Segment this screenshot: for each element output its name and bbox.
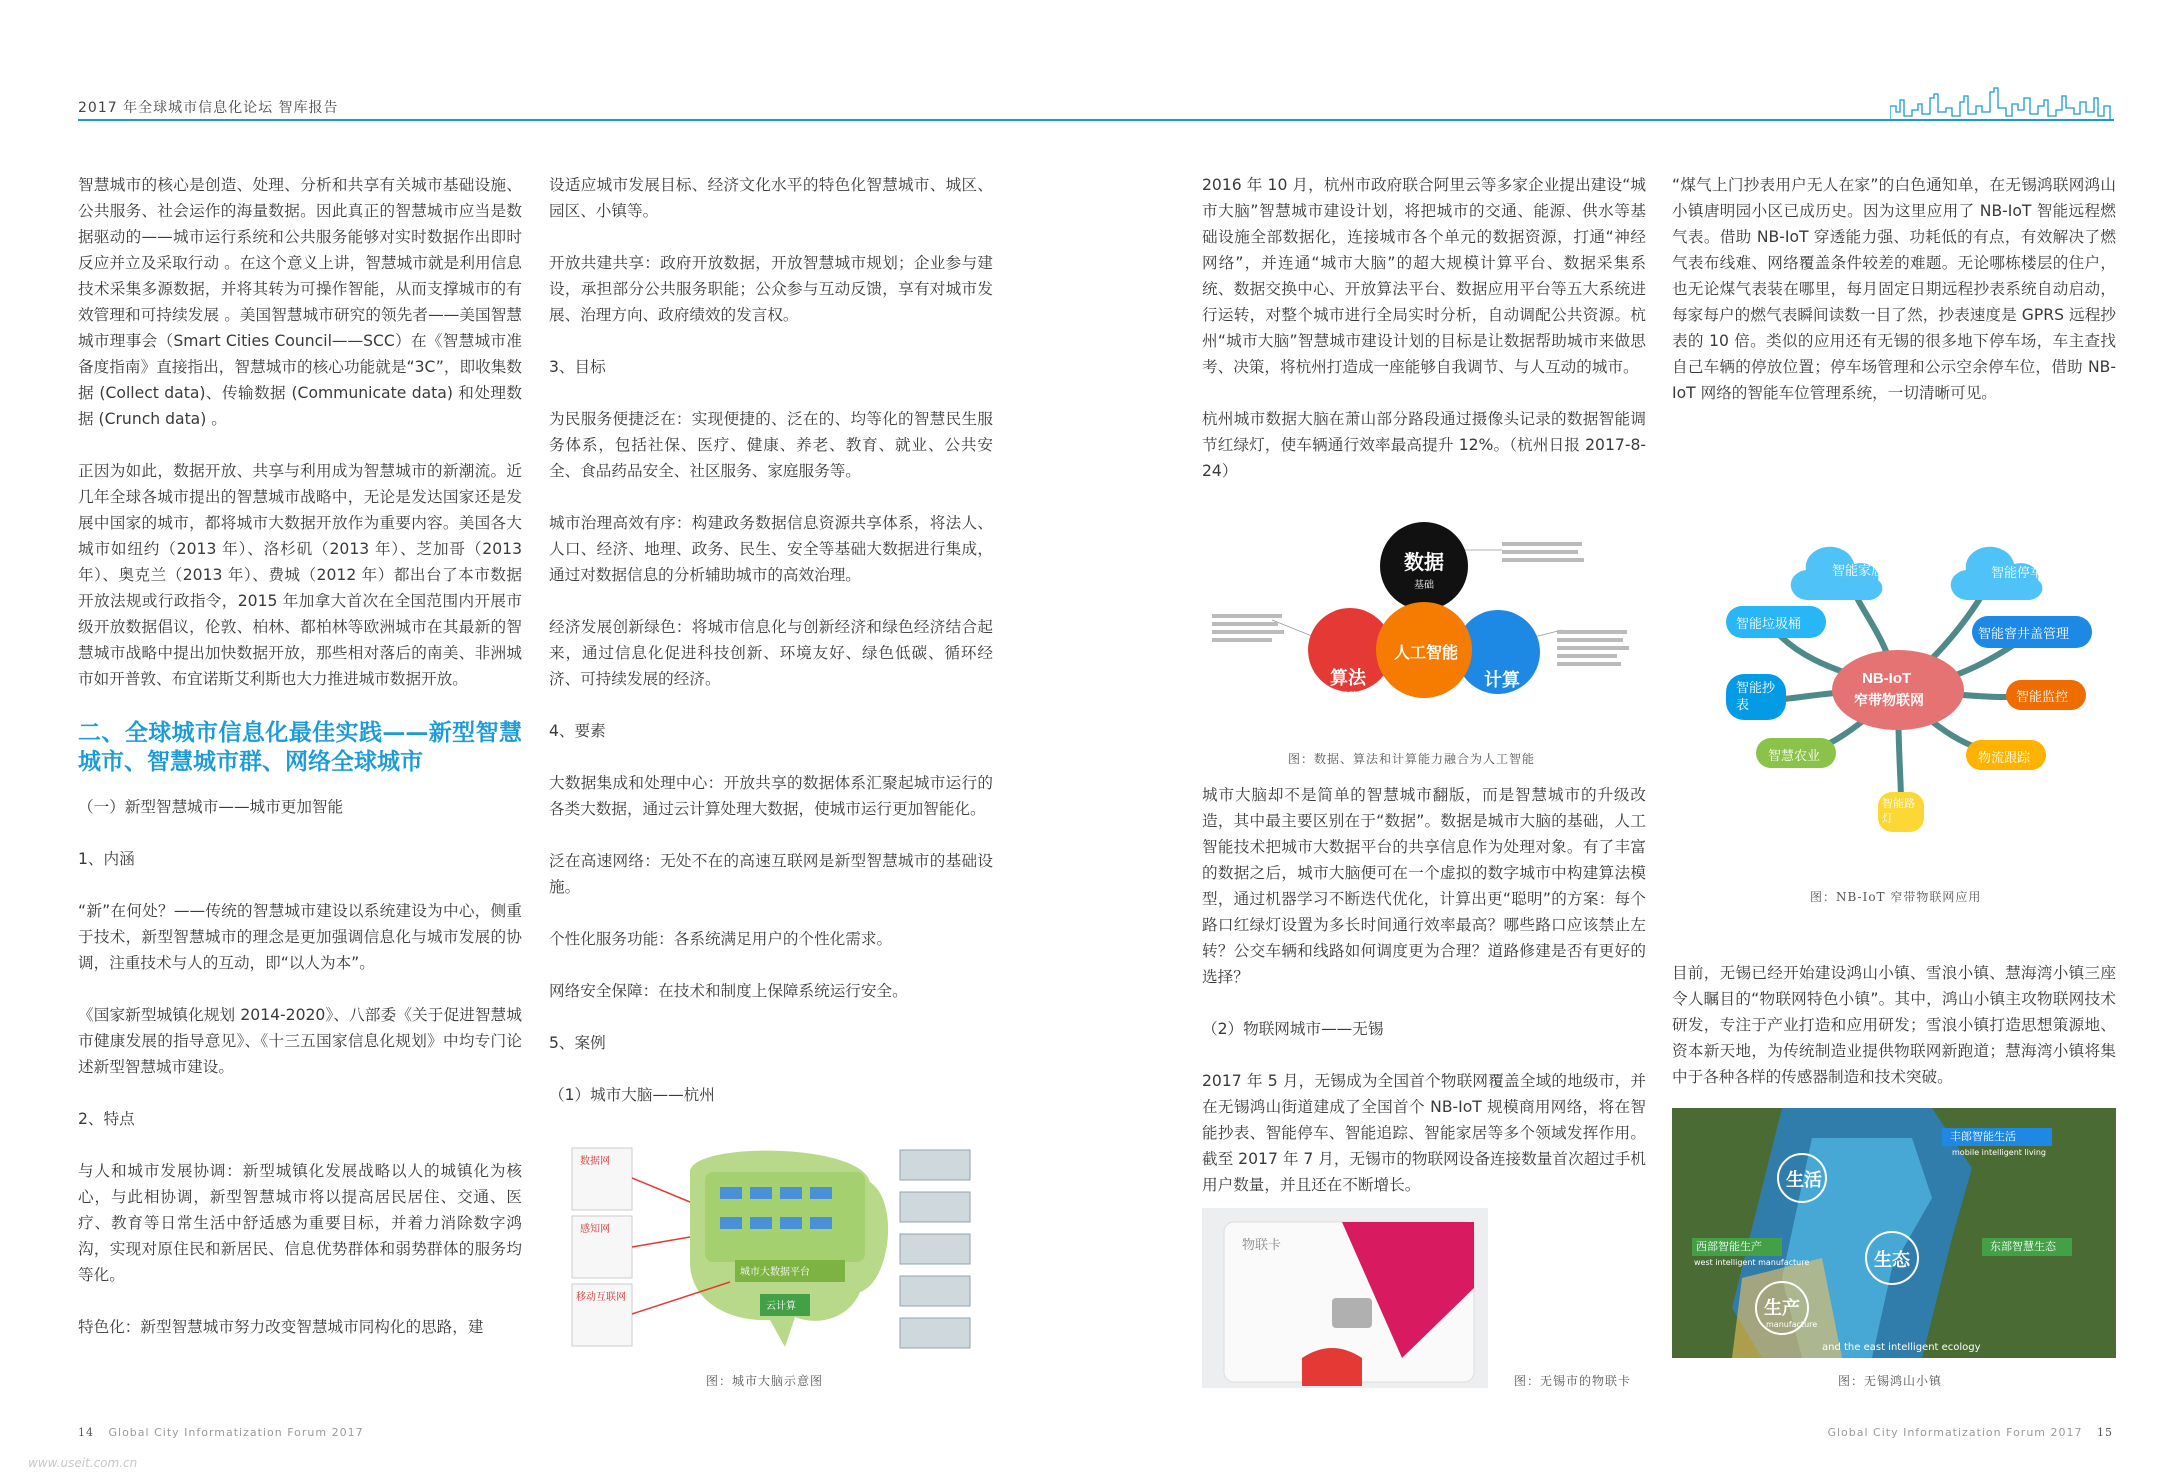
paragraph: 泛在高速网络：无处不在的高速互联网是新型智慧城市的基础设施。 <box>549 852 993 896</box>
subheading: 5、案例 <box>549 1034 606 1052</box>
city-brain-figure <box>570 1142 980 1362</box>
subheading: （2）物联网城市——无锡 <box>1202 1020 1384 1038</box>
nb-item-meter: 智能抄表 <box>1736 681 1776 713</box>
figure-caption: 图：城市大脑示意图 <box>706 1374 824 1388</box>
paragraph: 大数据集成和处理中心：开放共享的数据体系汇聚起城市运行的各类大数据，通过云计算处理大数据，使城市运行更加智能化。 <box>549 774 993 818</box>
paragraph: 特色化：新型智慧城市努力改变智慧城市同构化的思路，建 <box>78 1318 484 1336</box>
city-brain-diagram <box>570 1142 980 1362</box>
paragraph: 与人和城市发展协调：新型城镇化发展战略以人的城镇化为核心，与此相协调，新型智慧城市将以提高居民居住、交通、医疗、教育等日常生活中舒适感为重要目标，并着力消除数字鸿沟，实现对原住民和新居民、信息优势群体和弱势群体的服务均等化。 <box>78 1162 522 1284</box>
label-cloud: 云计算 <box>766 1301 796 1312</box>
paragraph: 杭州城市数据大脑在萧山部分路段通过摄像头记录的数据智能调节红绿灯，使车辆通行效率最高提升 12%。（杭州日报 2017-8-24） <box>1202 410 1646 480</box>
map-north-label: 丰郎智能生活 <box>1950 1130 2016 1143</box>
ai-data-label: 数据 <box>1404 550 1444 574</box>
nb-center-title: NB-IoT <box>1862 670 1912 687</box>
nb-iot-figure <box>1686 510 2110 868</box>
map-east-label: 东部智慧生态 <box>1990 1240 2056 1253</box>
paragraph: 2017 年 5 月，无锡成为全国首个物联网覆盖全域的地级市，并在无锡鸿山街道建成了全国首个 NB-IoT 规模商用网络，将在智能抄表、智能停车、智能追踪、智能家居等多个领域发挥作用。截至 2017 年 7 月，无锡市的物联网设备连接数量首次超过手机用户数量，并且还在不断增长。 <box>1202 1072 1646 1194</box>
paragraph: 2016 年 10 月，杭州市政府联合阿里云等多家企业提出建设“城市大脑”智慧城市建设计划，将把城市的交通、能源、供水等基础设施全部数据化，连接城市各个单元的数据资源，打通“神经网络”，并连通“城市大脑”的超大规模计算平台、数据采集系统、数据交换中心、开放算法平台、数据应用平台等五大系统进行运转，对整个城市进行全局实时分析，自动调配公共资源。杭州“城市大脑”智慧城市建设计划的目标是让数据帮助城市来做思考、决策，将杭州打造成一座能够自我调节、与人互动的城市。 <box>1202 176 1646 376</box>
map-west-en: west intelligent manufacture <box>1694 1258 1810 1267</box>
paragraph: 开放共建共享：政府开放数据，开放智慧城市规划；企业参与建设，承担部分公共服务职能；公众参与互动反馈，享有对城市发展、治理方向、政府绩效的发言权。 <box>549 254 993 324</box>
footer-left <box>78 1426 364 1439</box>
paragraph: “新”在何处？——传统的智慧城市建设以系统建设为中心，侧重于技术，新型智慧城市的理念是更加强调信息化与城市发展的协调，注重技术与人的互动，即“以人为本”。 <box>78 902 522 972</box>
column-4-lower <box>1672 960 2116 1116</box>
subheading: 2、特点 <box>78 1110 135 1128</box>
ai-figure <box>1202 520 1642 742</box>
map-north-en: mobile intelligent living <box>1952 1148 2046 1157</box>
map-life-label: 生活 <box>1786 1170 1822 1191</box>
map-eco-label: 生态 <box>1874 1250 1910 1271</box>
section-heading: 二、全球城市信息化最佳实践——新型智慧城市、智慧城市群、网络全球城市 <box>78 719 522 775</box>
label-sensor-network: 感知网 <box>580 1224 610 1235</box>
paragraph: 城市大脑却不是简单的智慧城市翻版，而是智慧城市的升级改造，其中最主要区别在于“数据”。数据是城市大脑的基础，人工智能技术把城市大数据平台的共享信息作为处理对象。有了丰富的数据之后，城市大脑便可在一个虚拟的数字城市中构建算法模型，通过机器学习不断迭代优化，计算出更“聪明”的方案：每个路口红绿灯设置为多长时间通行效率最高？哪些路口应该禁止左转？公交车辆和线路如何调度更为合理？道路修建是否有更好的选择？ <box>1202 786 1646 986</box>
paragraph: 智慧城市的核心是创造、处理、分析和共享有关城市基础设施、公共服务、社会运作的海量数据。因此真正的智慧城市应当是数据驱动的——城市运行系统和公共服务能够对实时数据作出即时反应并立及采取行动 。在这个意义上讲，智慧城市就是利用信息技术采集多源数据，并将其转为可操作智能，从而支撑城市的有效管理和可持续发展 。美国智慧城市研究的领先者——美国智慧城市理事会（Smart Cities Council——SCC）在《智慧城市准备度指南》直接指出，智慧城市的核心功能就是“3C”，即收集数据 (Collect data)、传输数据 (Communicate data) 和处理数据 (Crunch data) 。 <box>78 176 522 428</box>
iot-card-photo <box>1202 1208 1488 1388</box>
paragraph: 城市治理高效有序：构建政务数据信息资源共享体系，将法人、人口、经济、地理、政务、民生、安全等基础大数据进行集成，通过对数据信息的分析辅助城市的高效治理。 <box>549 514 993 584</box>
nb-item-agri: 智慧农业 <box>1768 749 1821 764</box>
nb-item-streetlight: 智能路灯 <box>1882 797 1915 825</box>
nb-item-monitor: 智能监控 <box>2016 690 2069 705</box>
column-4 <box>1672 172 2116 432</box>
header-rule <box>78 119 2114 121</box>
skyline-logo <box>1890 86 2114 120</box>
nb-center-subtitle: 窄带物联网 <box>1854 693 1924 709</box>
paragraph: 个性化服务功能：各系统满足用户的个性化需求。 <box>549 930 893 948</box>
ai-center-label: 人工智能 <box>1394 643 1459 662</box>
footer-right <box>1827 1426 2113 1439</box>
paragraph: 目前，无锡已经开始建设鸿山小镇、雪浪小镇、慧海湾小镇三座令人瞩目的“物联网特色小镇”。其中，鸿山小镇主攻物联网技术研发，专注于产业打造和应用研发；雪浪小镇打造思想策源地、资本新天地，为传统制造业提供物联网新跑道；慧海湾小镇将集中于各种各样的传感器制造和技术突破。 <box>1672 964 2116 1086</box>
subheading: 4、要素 <box>549 722 606 740</box>
header-title: 2017 年全球城市信息化论坛 智库报告 <box>78 100 339 116</box>
map-prod-en: manufacture <box>1766 1320 1818 1329</box>
nb-item-smart-home: 智能家居 <box>1832 564 1885 579</box>
ai-compute-label: 计算 <box>1484 670 1520 691</box>
label-platform: 城市大数据平台 <box>740 1267 810 1278</box>
map-west-label: 西部智能生产 <box>1696 1240 1762 1253</box>
nb-item-smart-parking: 智能停车 <box>1991 566 2044 581</box>
subheading: （1）城市大脑——杭州 <box>549 1086 715 1104</box>
hongshan-map <box>1672 1108 2116 1358</box>
paragraph: 网络安全保障：在技术和制度上保障系统运行安全。 <box>549 982 908 1000</box>
footer-text-right: Global City Informatization Forum 2017 <box>1827 1426 2083 1439</box>
column-3 <box>1202 172 1646 510</box>
ai-algo-sub: 引擎 <box>1338 692 1358 703</box>
ai-compute-sub: 平台 <box>1494 694 1514 705</box>
iot-card-text: 物联卡 <box>1242 1238 1282 1253</box>
paragraph: “煤气上门抄表用户无人在家”的白色通知单，在无锡鸿联网鸿山小镇唐明园小区已成历史。因为这里应用了 NB-IoT 智能远程燃气表。借助 NB-IoT 穿透能力强、功耗低的有点，有效解决了燃气表布线难、网络覆盖条件较差的难题。无论哪栋楼层的住户，也无论煤气表装在哪里，每月固定日期远程抄表系统自动启动，每家每户的燃气表瞬间读数一目了然，抄表速度是 GPRS 远程抄表的 10 倍。类似的应用还有无锡的很多地下停车场，车主查找自己车辆的停放位置；停车场管理和公示空余停车位，借助 NB-IoT 网络的智能车位管理系统，一切清晰可见。 <box>1672 176 2116 402</box>
nb-item-smart-bin: 智能垃圾桶 <box>1736 617 1802 632</box>
footer-text-left: Global City Informatization Forum 2017 <box>108 1426 364 1439</box>
figure-caption: 图：数据、算法和计算能力融合为人工智能 <box>1288 752 1536 766</box>
ai-data-sub: 基础 <box>1414 580 1434 591</box>
column-1 <box>78 172 522 1366</box>
subheading: 3、目标 <box>549 358 606 376</box>
figure-caption: 图：无锡市的物联卡 <box>1514 1374 1632 1388</box>
paragraph: 设适应城市发展目标、经济文化水平的特色化智慧城市、城区、园区、小镇等。 <box>549 176 993 220</box>
map-prod-label: 生产 <box>1764 1298 1800 1319</box>
page-number-left: 14 <box>78 1426 94 1439</box>
ai-algo-label: 算法 <box>1330 668 1366 689</box>
page-number-right: 15 <box>2097 1426 2113 1439</box>
hongshan-map-image <box>1672 1108 2116 1358</box>
column-3-lower <box>1202 782 1646 1224</box>
label-data-network: 数据网 <box>580 1156 610 1167</box>
map-bottom-en: and the east intelligent ecology <box>1822 1342 1981 1353</box>
nb-item-manhole: 智能窨井盖管理 <box>1978 627 2070 642</box>
nb-item-logistics: 物流跟踪 <box>1978 751 2031 766</box>
paragraph: 正因为如此，数据开放、共享与利用成为智慧城市的新潮流。近几年全球各城市提出的智慧城市战略中，无论是发达国家还是发展中国家的城市，都将城市大数据开放作为重要内容。美国各大城市如纽约（2013 年）、洛杉矶（2013 年）、芝加哥（2013 年）、奥克兰（2013 年）、费城（2012 年）都出台了本市数据开放法规或行政指令，2015 年加拿大首次在全国范围内开展市级开放数据倡议，伦敦、柏林、都柏林等欧洲城市在其最新的智慧城市战略中提出加快数据开放，那些相对落后的南美、非洲城市如开普敦、布宜诺斯艾利斯也大力推进城市数据开放。 <box>78 462 522 688</box>
column-2 <box>549 172 993 1134</box>
paragraph: 《国家新型城镇化规划 2014-2020》、八部委《关于促进智慧城市健康发展的指导意见》、《十三五国家信息化规划》中均专门论述新型智慧城市建设。 <box>78 1006 522 1076</box>
figure-caption: 图：无锡鸿山小镇 <box>1838 1374 1943 1388</box>
paragraph: 为民服务便捷泛在：实现便捷的、泛在的、均等化的智慧民生服务体系，包括社保、医疗、健康、养老、教育、就业、公共安全、食品药品安全、社区服务、家庭服务等。 <box>549 410 993 480</box>
subheading: （一）新型智慧城市——城市更加智能 <box>78 798 344 816</box>
paragraph: 经济发展创新绿色：将城市信息化与创新经济和绿色经济结合起来，通过信息化促进科技创新、环境友好、绿色低碳、循环经济、可持续发展的经济。 <box>549 618 993 688</box>
figure-caption: 图：NB-IoT 窄带物联网应用 <box>1810 890 1982 904</box>
label-mobile-internet: 移动互联网 <box>576 1292 626 1303</box>
watermark: www.useit.com.cn <box>28 1456 138 1470</box>
subheading: 1、内涵 <box>78 850 135 868</box>
